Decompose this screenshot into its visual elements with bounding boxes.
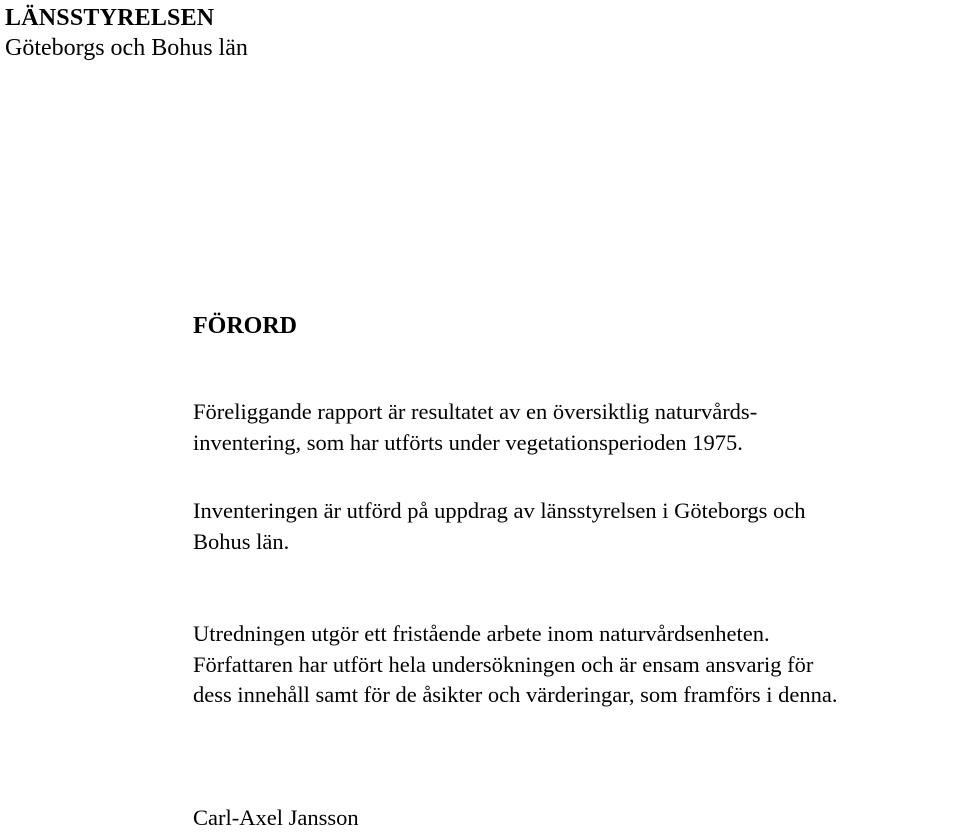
paragraph-intro [193, 397, 757, 458]
paragraph-line: Bohus län. [193, 528, 290, 554]
paragraph-line: Föreliggande rapport är resultatet av en översiktlig naturvårds- [193, 399, 758, 424]
paragraph-line: Inventeringen är utförd på uppdrag av länsstyrelsen i Göteborgs och [193, 498, 806, 523]
section-title: FÖRORD [193, 313, 297, 339]
paragraph-line: dess innehåll samt för de åsikter och värderingar, som framförs i denna. [193, 682, 838, 707]
document-header [5, 3, 248, 63]
organization-name: LÄNSSTYRELSEN [5, 5, 215, 31]
author-signature: Carl-Axel Jansson [193, 805, 359, 830]
paragraph-line: inventering, som har utförts under vegetationsperioden 1975. [193, 429, 743, 455]
paragraph-line: Författaren har utfört hela undersökningen och är ensam ansvarig för [193, 651, 814, 677]
paragraph-responsibility [193, 619, 838, 711]
paragraph-commission [193, 496, 806, 557]
paragraph-line: Utredningen utgör ett fristående arbete inom naturvårdsenheten. [193, 621, 770, 646]
region-name: Göteborgs och Bohus län [5, 35, 248, 61]
